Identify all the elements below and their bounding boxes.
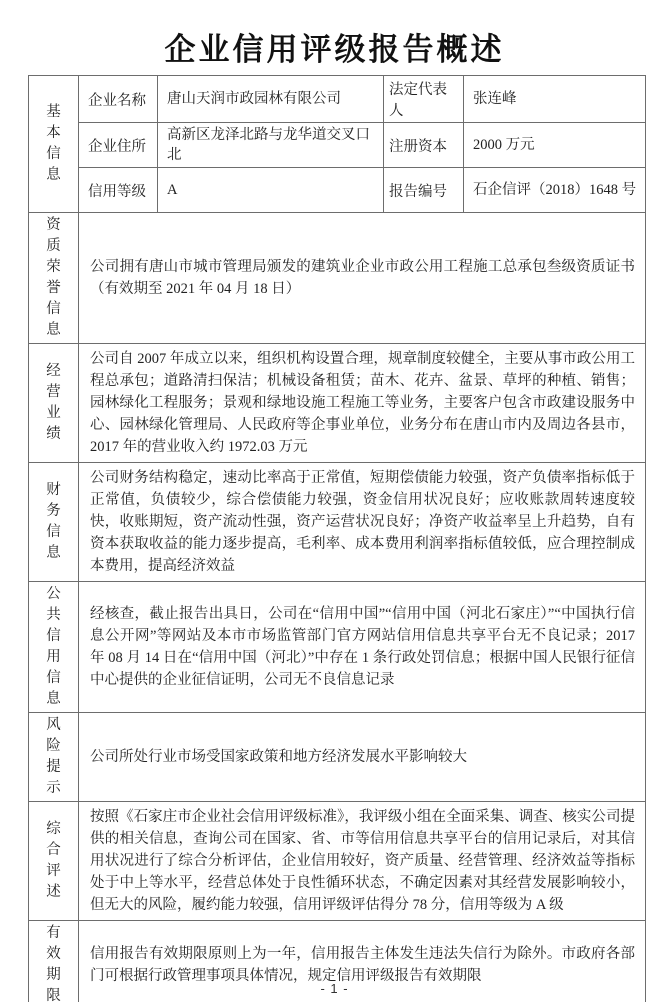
company-address-label: 企业住所 xyxy=(79,123,158,168)
registered-capital-value: 2000 万元 xyxy=(464,123,646,168)
table-row xyxy=(29,344,646,463)
credit-grade-label: 信用等级 xyxy=(79,168,158,213)
table-row xyxy=(29,713,646,802)
report-number-value: 石企信评（2018）1648 号 xyxy=(464,168,646,213)
table-row xyxy=(29,582,646,713)
basic-info-section-label: 基本信息 xyxy=(29,76,79,213)
section-label-risk: 风险提示 xyxy=(29,713,79,802)
section-text-public-credit: 经核查，截止报告出具日，公司在“信用中国”“信用中国（河北石家庄）”“中国执行信息公开网”等网站及本市市场监管部门官方网站信用信息共享平台无不良记录；2017 年 08 月 14 日在“信用中国（河北）”中存在 1 条行政处罚信息；根据中国人民银行征信中心提供的企业征信证明，公司无不良信息记录 xyxy=(79,582,646,713)
credit-rating-table xyxy=(28,75,646,1002)
registered-capital-label: 注册资本 xyxy=(384,123,464,168)
section-label-summary: 综合评述 xyxy=(29,802,79,921)
legal-rep-value: 张连峰 xyxy=(464,76,646,123)
section-label-validity: 有效期限 xyxy=(29,921,79,1002)
legal-rep-label: 法定代表人 xyxy=(384,76,464,123)
table-row xyxy=(29,168,646,213)
page-title: 企业信用评级报告概述 xyxy=(164,32,505,67)
table-row xyxy=(29,802,646,921)
section-text-business: 公司自 2007 年成立以来，组织机构设置合理，规章制度较健全，主要从事市政公用工程总承包；道路清扫保洁；机械设备租赁；苗木、花卉、盆景、草坪的种植、销售；园林绿化工程服务；景观和绿地设施工程施工等业务，主要客户包含市政建设服务中心、园林绿化管理局、人民政府等企事业单位，业务分布在唐山市内及周边各县市，2017 年的营业收入约 1972.03 万元 xyxy=(79,344,646,463)
company-name-label: 企业名称 xyxy=(79,76,158,123)
company-address-value: 高新区龙泽北路与龙华道交叉口北 xyxy=(158,123,384,168)
table-row xyxy=(29,463,646,582)
page-number: - 1 - xyxy=(320,981,349,996)
table-row xyxy=(29,76,646,123)
section-text-summary: 按照《石家庄市企业社会信用评级标准》，我评级小组在全面采集、调查、核实公司提供的相关信息，查询公司在国家、省、市等信用信息共享平台的信用记录后，对其信用状况进行了综合分析评估，企业信用较好，资产质量、经营管理、经济效益等指标处于中上等水平，经营总体处于良性循环状态，不确定因素对其经营发展影响较小，但无大的风险，履约能力较强，信用评级评估得分 78 分，信用等级为 A 级 xyxy=(79,802,646,921)
section-label-qualification: 资质荣誉信息 xyxy=(29,213,79,344)
section-text-validity: 信用报告有效期限原则上为一年，信用报告主体发生违法失信行为除外。市政府各部门可根据行政管理事项具体情况，规定信用评级报告有效期限 xyxy=(79,921,646,1002)
table-row xyxy=(29,213,646,344)
section-label-finance: 财务信息 xyxy=(29,463,79,582)
credit-grade-value: A xyxy=(158,168,384,213)
section-text-risk: 公司所处行业市场受国家政策和地方经济发展水平影响较大 xyxy=(79,713,646,802)
company-name-value: 唐山天润市政园林有限公司 xyxy=(158,76,384,123)
report-number-label: 报告编号 xyxy=(384,168,464,213)
section-label-business: 经营业绩 xyxy=(29,344,79,463)
section-text-finance: 公司财务结构稳定，速动比率高于正常值，短期偿债能力较强，资产负债率指标低于正常值，负债较少，综合偿债能力较强，资金信用状况良好；应收账款周转速度较快，收账期短，资产流动性强，资产运营状况良好；净资产收益率呈上升趋势，自有资本获取收益的能力逐步提高，毛利率、成本费用利润率指标值较低，应合理控制成本费用，提高经济效益 xyxy=(79,463,646,582)
section-text-qualification: 公司拥有唐山市城市管理局颁发的建筑业企业市政公用工程施工总承包叁级资质证书（有效期至 2021 年 04 月 18 日） xyxy=(79,213,646,344)
table-row xyxy=(29,123,646,168)
section-label-public-credit: 公共信用信息 xyxy=(29,582,79,713)
